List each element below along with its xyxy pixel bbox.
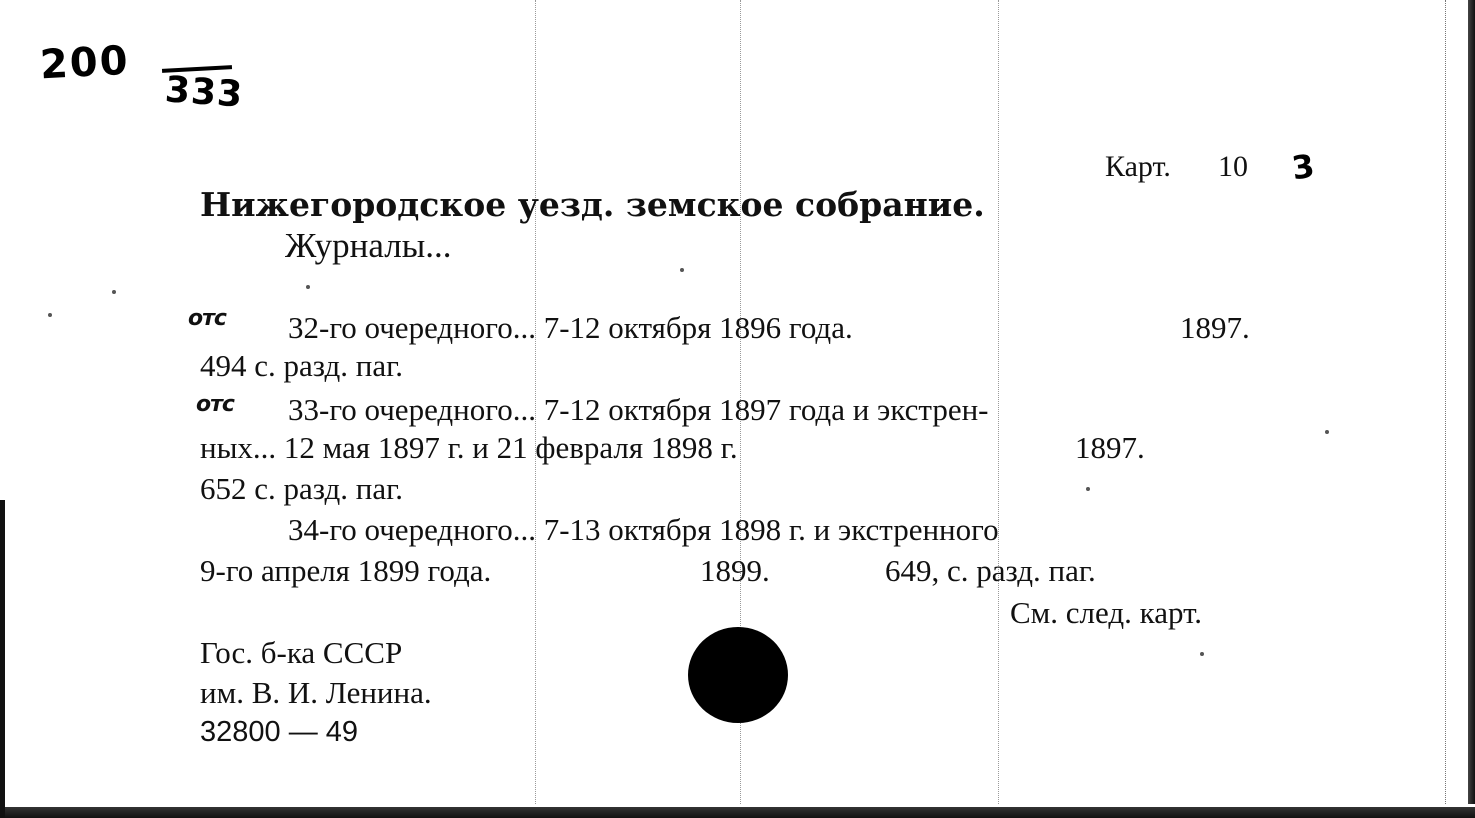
fold-line [998, 0, 999, 818]
speck [48, 313, 52, 317]
entry-2-line-2: ных... 12 мая 1897 г. и 21 февраля 1898 г. [200, 430, 738, 465]
entry-1-year: 1897. [1180, 310, 1250, 345]
imprint-line-2: им. В. И. Ленина. [200, 675, 432, 710]
imprint-line-1: Гос. б-ка СССР [200, 635, 403, 670]
shelf-number: 200 [38, 37, 131, 89]
entry-1-line-2: 494 с. разд. паг. [200, 348, 404, 383]
ots-mark: отс [196, 392, 234, 417]
entry-2-year: 1897. [1075, 430, 1145, 465]
entry-3-year: 1899. [700, 553, 770, 588]
entry-2-line-1: 33-го очередного... 7-12 октября 1897 года и экстрен- [288, 392, 989, 427]
card-edge [0, 804, 1475, 818]
card-title: Нижегородское уезд. земское собрание. [200, 185, 985, 224]
punch-hole [688, 627, 788, 723]
speck [306, 285, 310, 289]
speck [1086, 487, 1090, 491]
card-edge [1445, 0, 1447, 818]
ots-mark: отс [188, 306, 226, 331]
see-next-card: См. след. карт. [1010, 595, 1203, 630]
entry-3-line-1: 34-го очередного... 7-13 октября 1898 г. и экстренного [288, 512, 999, 547]
shelf-sub-number: 333 [163, 69, 245, 116]
card-edge [1465, 0, 1475, 818]
speck [1200, 652, 1204, 656]
card-subtitle: Журналы... [285, 226, 452, 265]
speck [1325, 430, 1329, 434]
speck [680, 268, 684, 272]
entry-2-line-3: 652 с. разд. паг. [200, 471, 404, 506]
card-number-handwritten: 3 [1289, 146, 1317, 188]
entry-1-line-1: 32-го очередного... 7-12 октября 1896 года. [288, 310, 853, 345]
card-number: 10 [1218, 150, 1248, 183]
entry-3-pages: 649, с. разд. паг. [885, 553, 1096, 588]
card-label: Карт. [1105, 150, 1171, 183]
speck [112, 290, 116, 294]
entry-3-line-2: 9-го апреля 1899 года. [200, 553, 492, 588]
card-edge [0, 500, 5, 818]
imprint-line-3: 32800 — 49 [200, 716, 359, 748]
